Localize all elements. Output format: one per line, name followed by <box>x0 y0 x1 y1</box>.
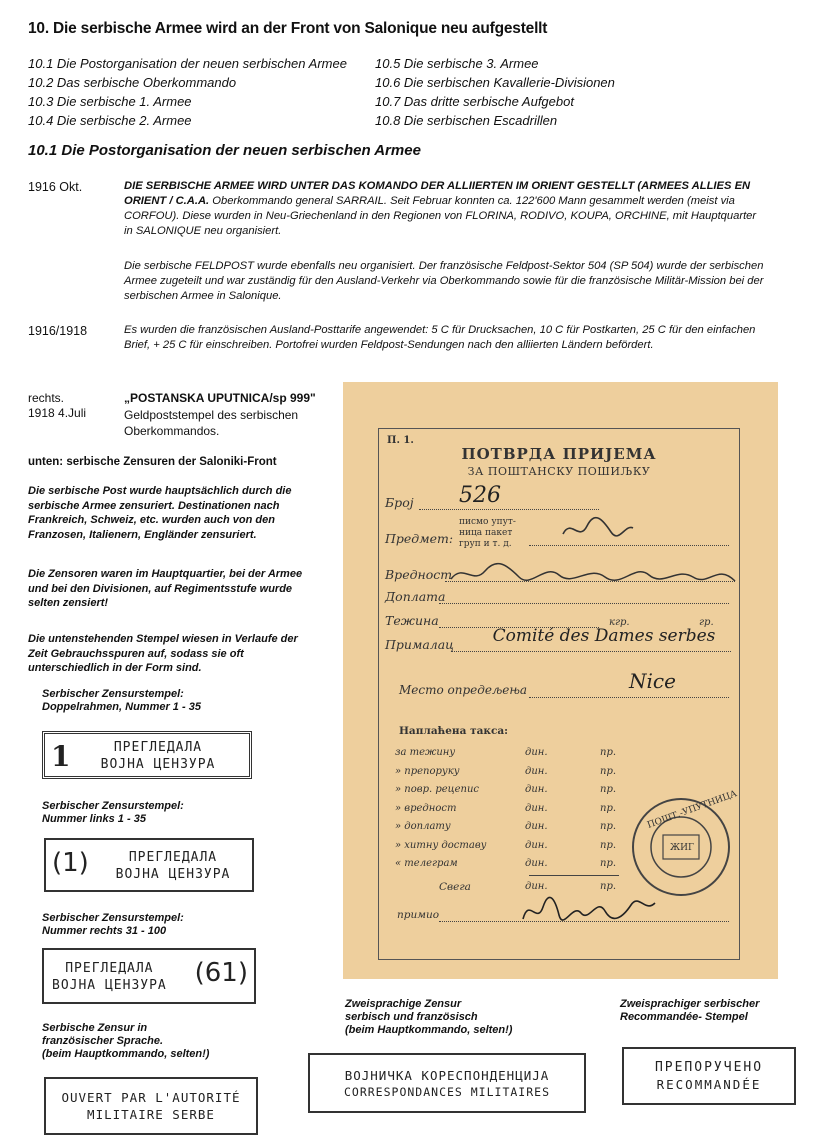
toc-item: 10.1 Die Postorganisation der neuen serbischen Armee <box>28 56 347 71</box>
censor-stamp-number-left <box>44 838 254 892</box>
handwriting-scribble <box>449 557 739 589</box>
field-label: Место опредељења <box>399 683 528 697</box>
entry-date: rechts. <box>28 391 65 405</box>
recommandee-stamp <box>622 1047 796 1105</box>
stamp-line: ПРЕПОРУЧЕНО <box>654 1060 764 1075</box>
section-title: 10.1 Die Postorganisation der neuen serbischen Armee <box>28 142 421 159</box>
card-border <box>378 428 740 960</box>
stamp-caption <box>620 998 759 1024</box>
toc-item: 10.4 Die serbische 2. Armee <box>28 113 192 128</box>
field-label: Доплата <box>385 589 446 604</box>
caption-line: Doppelrahmen, Nummer 1 - 35 <box>42 701 201 713</box>
toc-item: 10.7 Das dritte serbische Aufgebot <box>375 94 574 109</box>
toc-item: 10.5 Die serbische 3. Armee <box>375 56 539 71</box>
fee-row: за тежину дин. пр. <box>395 747 617 758</box>
entry-date: 1916/1918 <box>28 324 88 338</box>
field-label: Прималац <box>385 637 454 652</box>
handwriting-scribble <box>559 514 639 544</box>
entry-text <box>124 407 298 439</box>
stamp-caption <box>42 688 201 714</box>
toc-item: 10.6 Die serbischen Kavallerie-Divisionen <box>375 75 615 90</box>
stamp-line: RECOMMANDÉE <box>656 1077 762 1092</box>
censor-heading: unten: serbische Zensuren der Saloniki-Front <box>28 456 277 468</box>
entry-text-line: Oberkommandos. <box>124 424 220 438</box>
money-order-receipt-card <box>343 382 778 979</box>
stamp-caption <box>42 800 184 826</box>
stamp-caption <box>42 1022 209 1061</box>
stamp-line: MILITAIRE SERBE <box>87 1107 215 1122</box>
stamp-line: ПРЕГЛЕДАЛА <box>128 850 218 865</box>
field-label: Тежина <box>385 613 439 628</box>
option-line: писмо упут- <box>459 517 516 527</box>
stamp-line: ВОЈНА ЦЕНЗУРА <box>52 978 167 993</box>
unit-label: кгр. <box>609 617 630 628</box>
total-pr: пр. <box>600 881 617 892</box>
fees-list <box>395 747 635 877</box>
handwritten-destination: Nice <box>629 669 676 693</box>
entry-paragraph: Die serbische FELDPOST wurde ebenfalls neu organisiert. Der französische Feldpost-Sektor 504 (SP 504) wurde der serbischen Armee zugeteilt und war zuständig für den Ausland-Verkehr via Oberkommando sowie für die französische Militär-Mission bei der serbischen Armee in Salonique. <box>124 260 764 302</box>
fee-row: » доплату дин. пр. <box>395 821 617 832</box>
field-label: Број <box>385 495 414 510</box>
note-paragraph: Die Zensoren waren im Hauptquartier, bei der Armee und bei den Divisionen, auf Regimentsstufe wurde selten zensiert! <box>28 568 303 609</box>
total-din: дин. <box>525 881 548 892</box>
caption-line: Nummer rechts 31 - 100 <box>42 925 167 937</box>
page-heading: 10. Die serbische Armee wird an der Front von Salonique neu aufgestellt <box>28 20 548 37</box>
note-paragraph: Die serbische Post wurde hauptsächlich durch die serbische Armee zensuriert. Destinationen nach Frankreich, Schweiz, etc. wurden auch von den Franzosen, Italienern, Engländer zensuriert. <box>28 485 292 541</box>
caption-line: französischer Sprache. <box>42 1035 164 1047</box>
stamp-line: ВОЈНИЧКА КОРЕСПОНДЕНЦИЈА <box>344 1068 550 1083</box>
stamp-number: 1 <box>51 740 71 773</box>
toc-item: 10.8 Die serbischen Escadrillen <box>375 113 558 128</box>
censor-stamp-double-frame <box>42 731 252 779</box>
stamp-number: (1) <box>52 848 89 878</box>
caption-line: (beim Hauptkommando, selten!) <box>42 1048 210 1060</box>
stamp-caption <box>345 998 512 1037</box>
entry-title: „POSTANSKA UPUTNICA/sp 999" <box>124 391 316 405</box>
field-options <box>459 517 516 550</box>
unit-label: гр. <box>699 617 714 628</box>
fee-row: » препоруку дин. пр. <box>395 765 617 777</box>
fee-row: » вредност дин. пр. <box>395 802 617 814</box>
toc-right <box>375 54 615 130</box>
stamp-line: OUVERT PAR L'AUTORITÉ <box>61 1090 241 1105</box>
stamp-line: CORRESPONDANCES MILITAIRES <box>343 1085 550 1099</box>
entry-text-line: Geldpoststempel des serbischen <box>124 408 299 422</box>
censor-stamp-french <box>44 1077 258 1135</box>
postmark-text: ПОШТ.-УПУТНИЦА <box>646 789 739 831</box>
postmark-text: ЖИГ <box>670 843 694 853</box>
caption-line: Serbischer Zensurstempel: <box>42 688 184 700</box>
toc-left <box>28 54 347 130</box>
fee-row: » повр. рецепис дин. пр. <box>395 784 617 795</box>
option-line: ница пакет <box>459 528 513 538</box>
handwritten-number: 526 <box>459 483 501 508</box>
caption-line: Zweisprachiger serbischer <box>620 998 760 1010</box>
toc-item: 10.3 Die serbische 1. Armee <box>28 94 192 109</box>
entry-date: 1916 Okt. <box>28 180 83 194</box>
entry-paragraph-upper: DIE SERBISCHE ARMEE WIRD UNTER DAS KOMANDO DER ALLIIERTEN IM ORIENT GESTELLT (ARMEES ALLIES EN ORIENT / C.A.A. <box>124 180 751 207</box>
caption-line: Serbischer Zensurstempel: <box>42 800 184 812</box>
caption-line: serbisch und französisch <box>345 1011 478 1023</box>
stamp-caption <box>42 912 184 938</box>
stamp-line: ВОЈНА ЦЕНЗУРА <box>100 757 216 772</box>
entry-paragraph: Es wurden die französischen Ausland-Posttarife angewendet: 5 C für Drucksachen, 10 C für Postkarten, 25 C für den einfachen Brief, + 25 C für einschreiben. Portofrei wurden Feldpost-Sendungen nach den alliierten Ländern befördert. <box>124 324 756 351</box>
fees-heading: Наплаћена такса: <box>399 725 509 737</box>
stamp-line: ПРЕГЛЕДАЛА <box>65 961 154 976</box>
option-line: груп и т. д. <box>459 539 512 549</box>
entry-paragraph-rest: Oberkommando general SARRAIL. Seit Februar konnten ca. 122'600 Mann gesammelt werden (meist via CORFOU). Diese wurden in Neu-Griechenland in den Regionen von FLORINA, RODIVO, KOUPA, ORCHINE, mit Hauptquarter in SALONIQUE neu organisiert. <box>124 195 757 237</box>
caption-line: Recommandée- Stempel <box>620 1011 748 1023</box>
entry-paragraph <box>124 179 764 239</box>
card-form-number: П. 1. <box>387 435 414 446</box>
fee-row: « телеграм дин. пр. <box>395 858 617 869</box>
entry-date: 1918 4.Juli <box>28 406 87 420</box>
received-by-label: примио <box>397 909 440 921</box>
caption-line: Nummer links 1 - 35 <box>42 813 146 825</box>
caption-line: Serbische Zensur in <box>42 1022 148 1034</box>
total-label: Свега <box>439 881 471 893</box>
field-label: Вредност <box>385 567 453 582</box>
caption-line: (beim Hauptkommando, selten!) <box>345 1024 513 1036</box>
stamp-number: (61) <box>194 958 248 988</box>
caption-line: Serbischer Zensurstempel: <box>42 912 184 924</box>
card-subtitle: ЗА ПОШТАНСКУ ПОШИЉКУ <box>467 465 651 478</box>
stamp-line: ПРЕГЛЕДАЛА <box>113 740 203 755</box>
censor-stamp-number-right <box>42 948 256 1004</box>
toc-item: 10.2 Das serbische Oberkommando <box>28 75 237 90</box>
field-label: Предмет: <box>385 531 454 546</box>
bilingual-censor-stamp <box>308 1053 586 1113</box>
fee-row: » хитну доставу дин. пр. <box>395 839 617 851</box>
card-title: ПОТВРДА ПРИЈЕМА <box>461 445 657 463</box>
handwritten-recipient: Comité des Dames serbes <box>492 626 716 646</box>
caption-line: Zweisprachige Zensur <box>345 998 462 1010</box>
note-paragraph: Die untenstehenden Stempel wiesen in Verlaufe der Zeit Gebrauchsspuren auf, sodass sie oft unterschiedlich in der Form sind. <box>28 633 298 674</box>
stamp-line: ВОЈНА ЦЕНЗУРА <box>115 867 231 882</box>
